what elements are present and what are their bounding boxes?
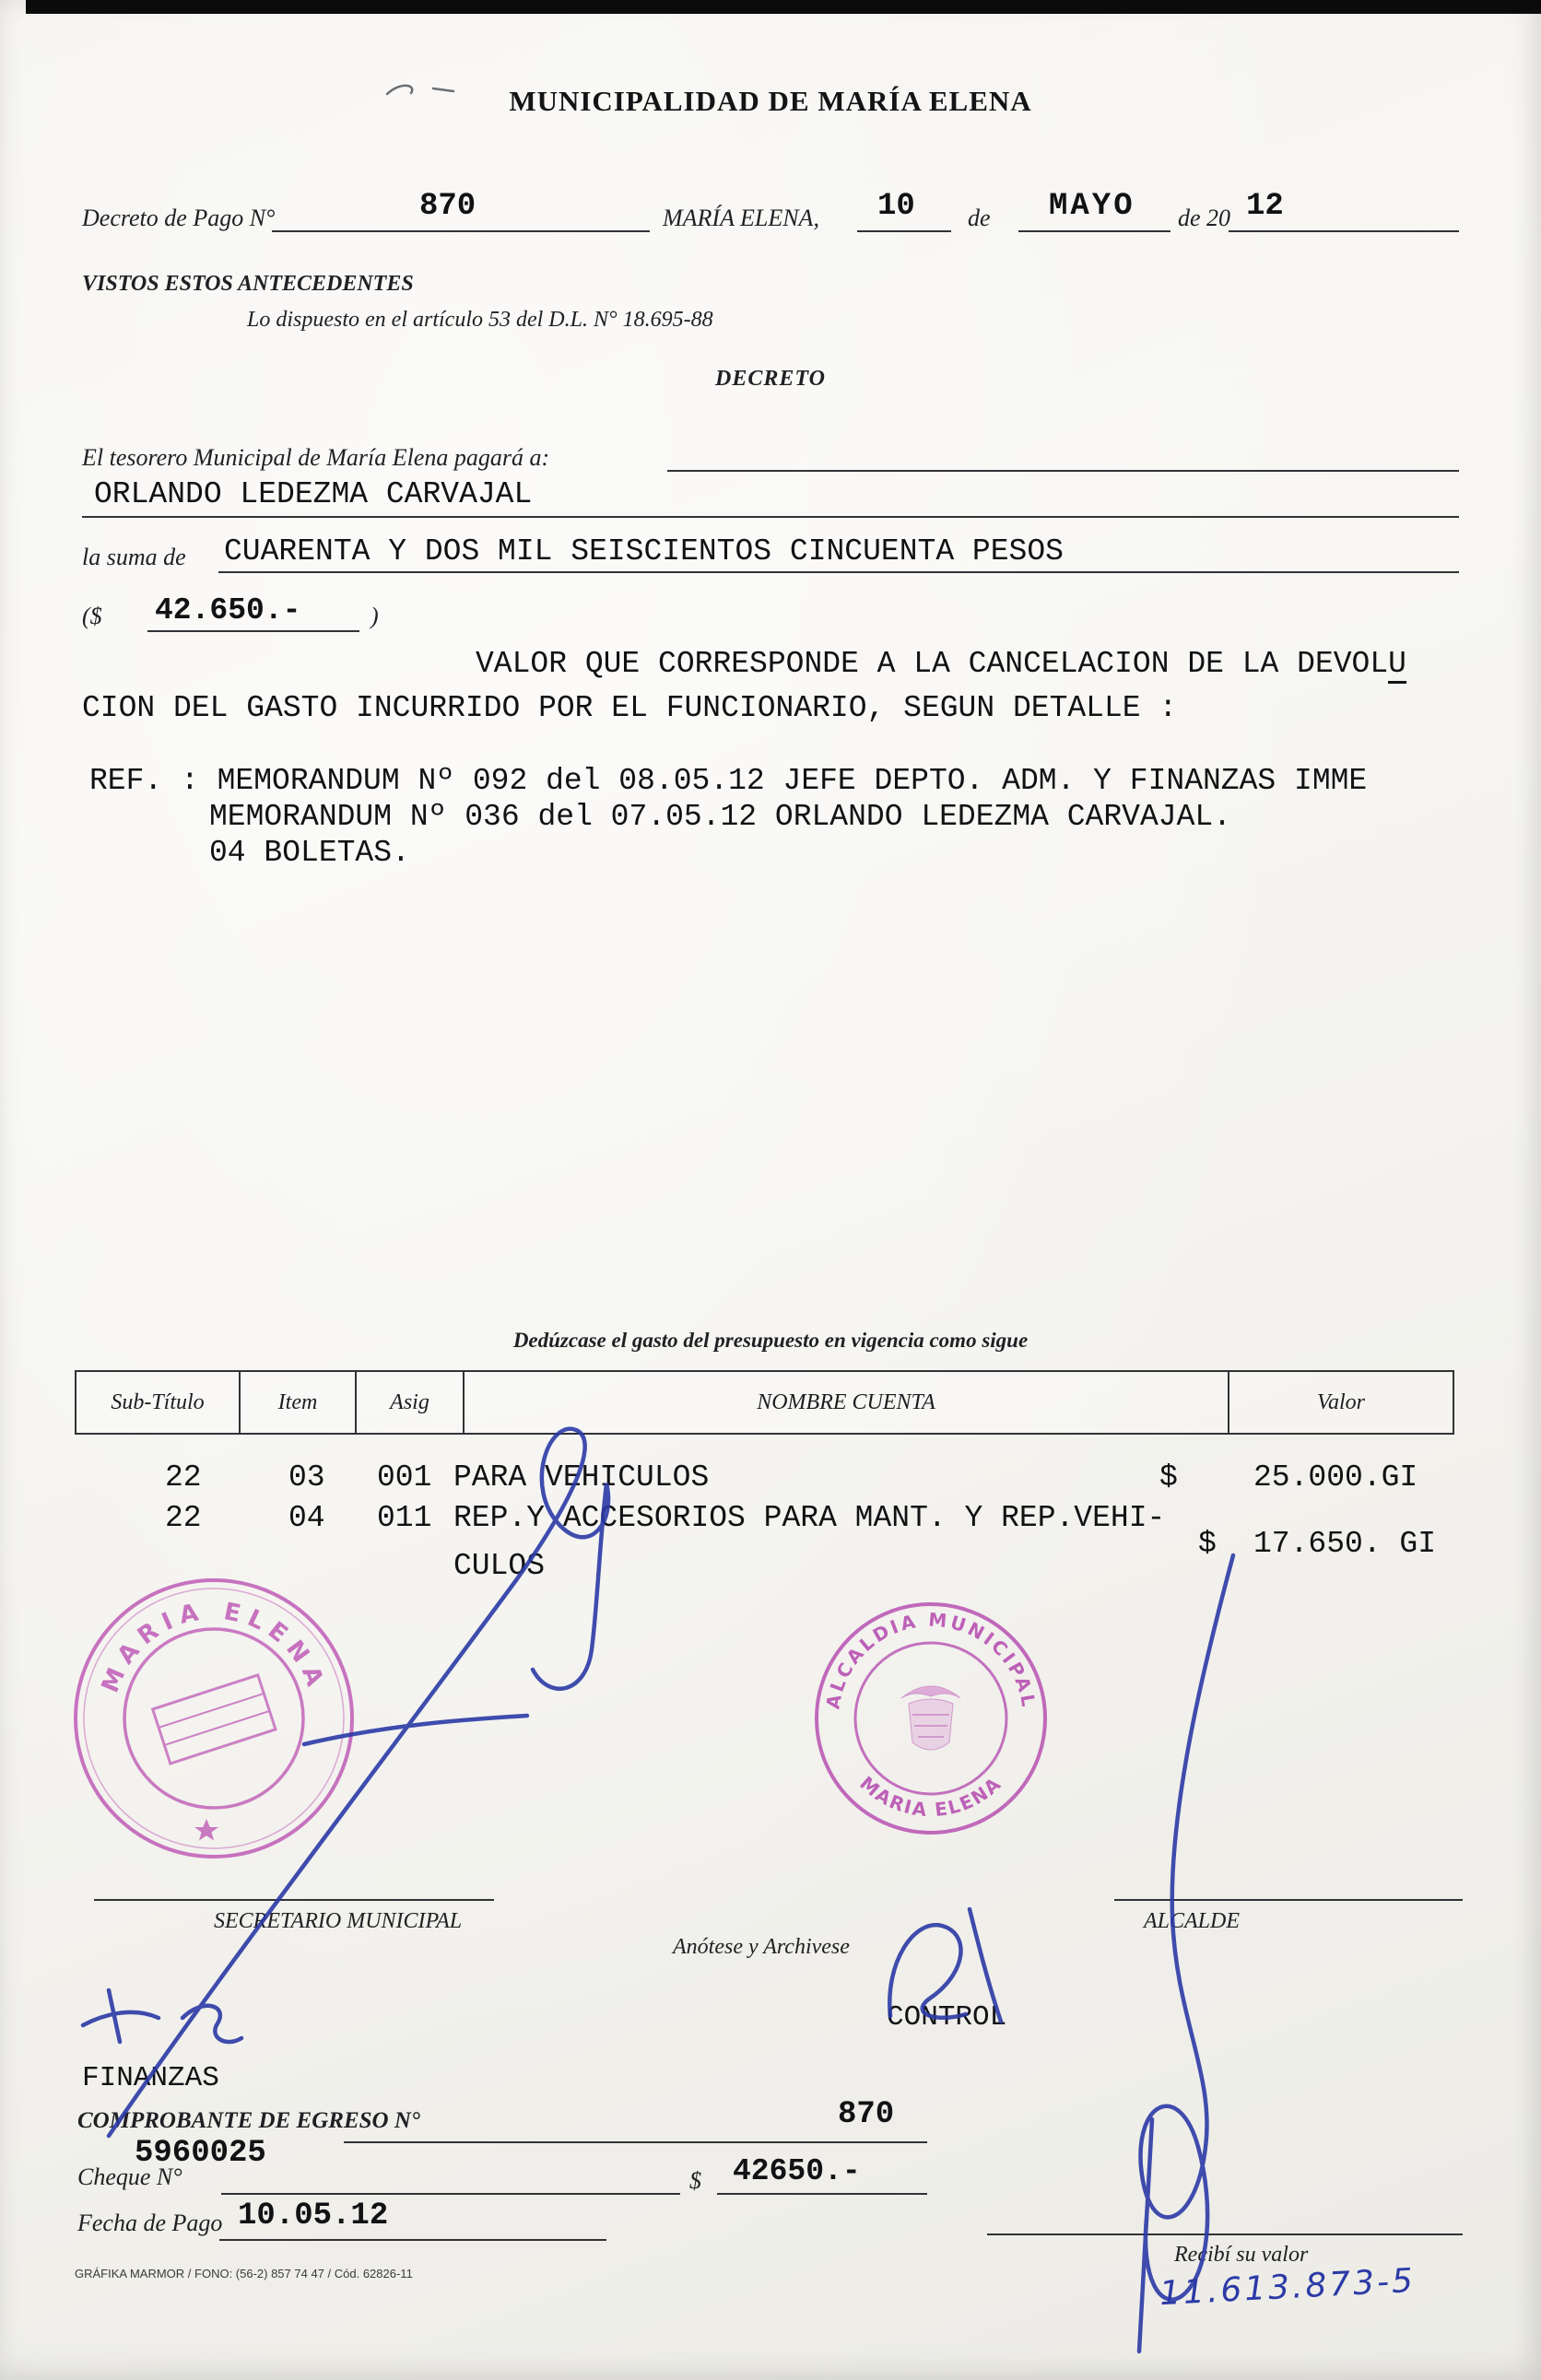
amount-in-words: CUARENTA Y DOS MIL SEISCIENTOS CINCUENTA PESOS [224, 534, 1064, 569]
alcalde-label: ALCALDE [1144, 1909, 1241, 1933]
cell-asig: 001 [377, 1460, 432, 1495]
alcaldia-stamp [809, 1597, 1053, 1840]
payer-label: El tesorero Municipal de María Elena pagará a: [82, 444, 550, 471]
decree-month: MAYO [1049, 189, 1135, 224]
cell-currency: $ [1159, 1460, 1178, 1495]
form-line [219, 2239, 606, 2241]
decree-year: 12 [1246, 189, 1284, 224]
fecha-pago-label: Fecha de Pago [77, 2210, 223, 2236]
form-line [857, 230, 951, 232]
reference-line-2: MEMORANDUM Nº 036 del 07.05.12 ORLANDO LEDEZMA CARVAJAL. [209, 800, 1231, 834]
cheque-currency: $ [689, 2167, 701, 2194]
budget-caption: Dedúzcase el gasto del presupuesto en vigencia como sigue [512, 1329, 1029, 1352]
form-line [1018, 230, 1170, 232]
cell-asig: 011 [377, 1501, 432, 1535]
control-label: CONTROL [887, 2001, 1007, 2034]
column-header-sub-titulo: Sub-Título [76, 1372, 241, 1433]
column-header-valor: Valor [1316, 1389, 1365, 1414]
form-line [717, 2193, 927, 2195]
decreto-heading: DECRETO [715, 367, 826, 391]
cell-item: 04 [288, 1501, 325, 1535]
decree-number-value: 870 [419, 189, 476, 224]
cheque-number: 5960025 [135, 2136, 266, 2171]
form-line [221, 2193, 680, 2195]
column-header-asig: Asig [357, 1372, 465, 1433]
stamp-left-ring-text: MARIA ELENA [96, 1597, 332, 1697]
anotese-label: Anótese y Archivese [673, 1935, 850, 1959]
concept-line-2: CION DEL GASTO INCURRIDO POR EL FUNCIONARIO, SEGUN DETALLE : [82, 691, 1178, 725]
comprobante-number: 870 [838, 2097, 895, 2132]
form-line [667, 470, 1459, 472]
decree-de-20: de 20 [1178, 205, 1231, 231]
form-line [218, 571, 1459, 573]
document-title: MUNICIPALIDAD DE MARÍA ELENA [509, 85, 1032, 117]
cell-currency: $ [1198, 1527, 1217, 1561]
payee-name: ORLANDO LEDEZMA CARVAJAL [94, 477, 533, 511]
cell-cuenta: REP.Y ACCESORIOS PARA MANT. Y REP.VEHI- [453, 1501, 1166, 1535]
currency-open: ($ [82, 603, 102, 629]
column-header-item: Item [241, 1372, 357, 1433]
sum-label: la suma de [82, 544, 186, 570]
concept-line-1-cont: U [1388, 647, 1406, 684]
cell-valor: 25.000.GI [1253, 1460, 1418, 1495]
decree-de: de [968, 205, 991, 231]
amount-in-figures: 42.650.- [155, 593, 301, 627]
cell-item: 03 [288, 1460, 325, 1495]
svg-text:MARIA ELENA [855, 1772, 1006, 1821]
form-line [1229, 230, 1459, 232]
vistos-heading: VISTOS ESTOS ANTECEDENTES [82, 272, 414, 296]
cheque-amount: 42650.- [733, 2154, 861, 2188]
reference-line-3: 04 BOLETAS. [209, 836, 410, 870]
signature-line-secretario [94, 1899, 494, 1901]
cheque-label: Cheque N° [77, 2163, 182, 2190]
printer-credit-line: GRÁFIKA MARMOR / FONO: (56-2) 857 74 47 / Cód. 62826-11 [75, 2267, 413, 2280]
legal-provision: Lo dispuesto en el artículo 53 del D.L. N° 18.695-88 [247, 308, 713, 332]
reference-line-1: REF. : MEMORANDUM Nº 092 del 08.05.12 JEFE DEPTO. ADM. Y FINANZAS IMME [89, 764, 1368, 798]
municipal-stamp-left [66, 1566, 371, 1880]
budget-table-header [75, 1370, 1454, 1435]
decree-place: MARÍA ELENA, [663, 205, 819, 231]
coat-of-arms-emblem [901, 1686, 960, 1750]
concept-line-1 [476, 647, 1406, 681]
recibi-label: Recibí su valor [1174, 2243, 1309, 2267]
cell-cuenta: PARA VEHICULOS [453, 1460, 710, 1495]
cell-valor: 17.650. GI [1253, 1527, 1437, 1561]
form-line [82, 516, 1459, 518]
form-line [272, 230, 650, 232]
form-line [147, 630, 359, 632]
form-line [987, 2233, 1463, 2235]
fecha-pago-value: 10.05.12 [238, 2198, 389, 2233]
scan-edge-bar [26, 0, 1541, 14]
stamp-center-box [153, 1675, 276, 1764]
stamp-center-top-text: ALCALDIA MUNICIPAL [821, 1608, 1041, 1711]
signature-finanzas [83, 1990, 241, 2042]
star-icon [194, 1819, 218, 1841]
concept-line-1-main: VALOR QUE CORRESPONDE A LA CANCELACION DE LA DEVOL [476, 647, 1389, 681]
comprobante-label: COMPROBANTE DE EGRESO N° [77, 2108, 420, 2133]
recibi-handwritten-value: 11.613.873-5 [1159, 2261, 1417, 2314]
cell-sub-titulo: 22 [165, 1501, 202, 1535]
cell-cuenta-continuation: CULOS [453, 1549, 546, 1583]
cell-sub-titulo: 22 [165, 1460, 202, 1495]
decree-day: 10 [877, 189, 915, 224]
finanzas-label: FINANZAS [82, 2062, 219, 2094]
form-line [344, 2141, 927, 2143]
currency-close: ) [371, 603, 379, 629]
column-header-nombre-cuenta: NOMBRE CUENTA [465, 1372, 1229, 1433]
decree-number-label: Decreto de Pago N° [82, 205, 276, 231]
signature-alcalde-tail [1139, 2119, 1152, 2351]
secretario-label: SECRETARIO MUNICIPAL [214, 1909, 463, 1933]
stamp-center-bottom-text: MARIA ELENA [855, 1772, 1006, 1822]
signature-line-alcalde [1114, 1899, 1463, 1901]
